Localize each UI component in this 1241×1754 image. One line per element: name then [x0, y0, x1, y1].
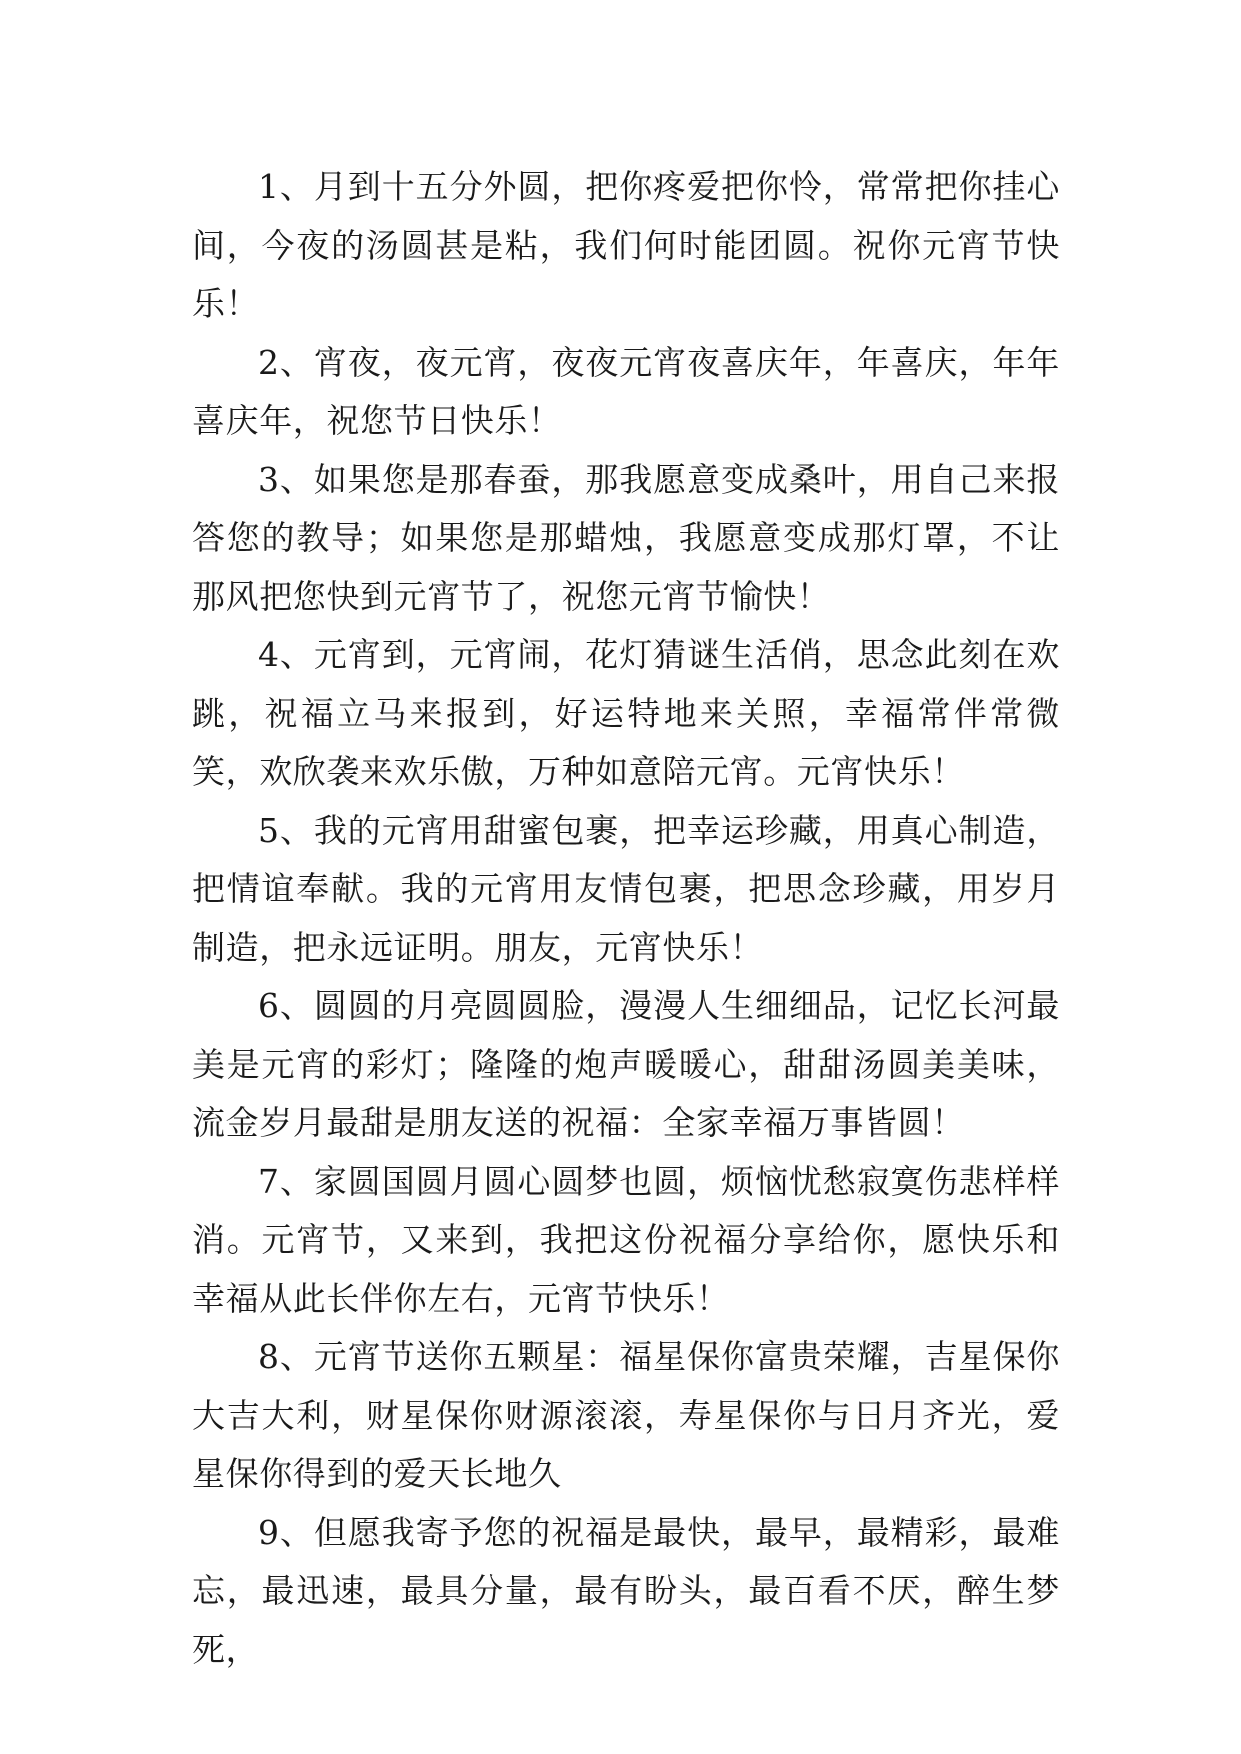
paragraph-6: 6、圆圆的月亮圆圆脸，漫漫人生细细品，记忆长河最美是元宵的彩灯；隆隆的炮声暖暖心，甜甜汤圆美美味，流金岁月最甜是朋友送的祝福：全家幸福万事皆圆！	[192, 986, 1060, 1142]
paragraph-4: 4、元宵到，元宵闹，花灯猜谜生活俏，思念此刻在欢跳，祝福立马来报到，好运特地来关照，幸福常伴常微笑，欢欣袭来欢乐傲，万种如意陪元宵。元宵快乐！	[192, 635, 1060, 791]
document-body	[192, 158, 1060, 1679]
paragraph-3: 3、如果您是那春蚕，那我愿意变成桑叶，用自己来报答您的教导；如果您是那蜡烛，我愿意变成那灯罩，不让那风把您快到元宵节了，祝您元宵节愉快！	[192, 459, 1060, 616]
paragraph-7: 7、家圆国圆月圆心圆梦也圆，烦恼忧愁寂寞伤悲样样消。元宵节，又来到，我把这份祝福分享给你，愿快乐和幸福从此长伴你左右，元宵节快乐！	[192, 1161, 1060, 1318]
paragraph-8: 8、元宵节送你五颗星：福星保你富贵荣耀，吉星保你大吉大利，财星保你财源滚滚，寿星保你与日月齐光，爱星保你得到的爱天长地久	[192, 1337, 1060, 1493]
paragraph-9: 9、但愿我寄予您的祝福是最快，最早，最精彩，最难忘，最迅速，最具分量，最有盼头，最百看不厌，醉生梦死，	[192, 1512, 1060, 1669]
paragraph-2: 2、宵夜，夜元宵，夜夜元宵夜喜庆年，年喜庆，年年喜庆年，祝您节日快乐！	[192, 342, 1060, 440]
paragraph-5: 5、我的元宵用甜蜜包裹，把幸运珍藏，用真心制造，把情谊奉献。我的元宵用友情包裹，把思念珍藏，用岁月制造，把永远证明。朋友，元宵快乐！	[192, 810, 1060, 967]
paragraph-1: 1、月到十五分外圆，把你疼爱把你怜，常常把你挂心间，今夜的汤圆甚是粘，我们何时能团圆。祝你元宵节快乐！	[192, 167, 1060, 323]
